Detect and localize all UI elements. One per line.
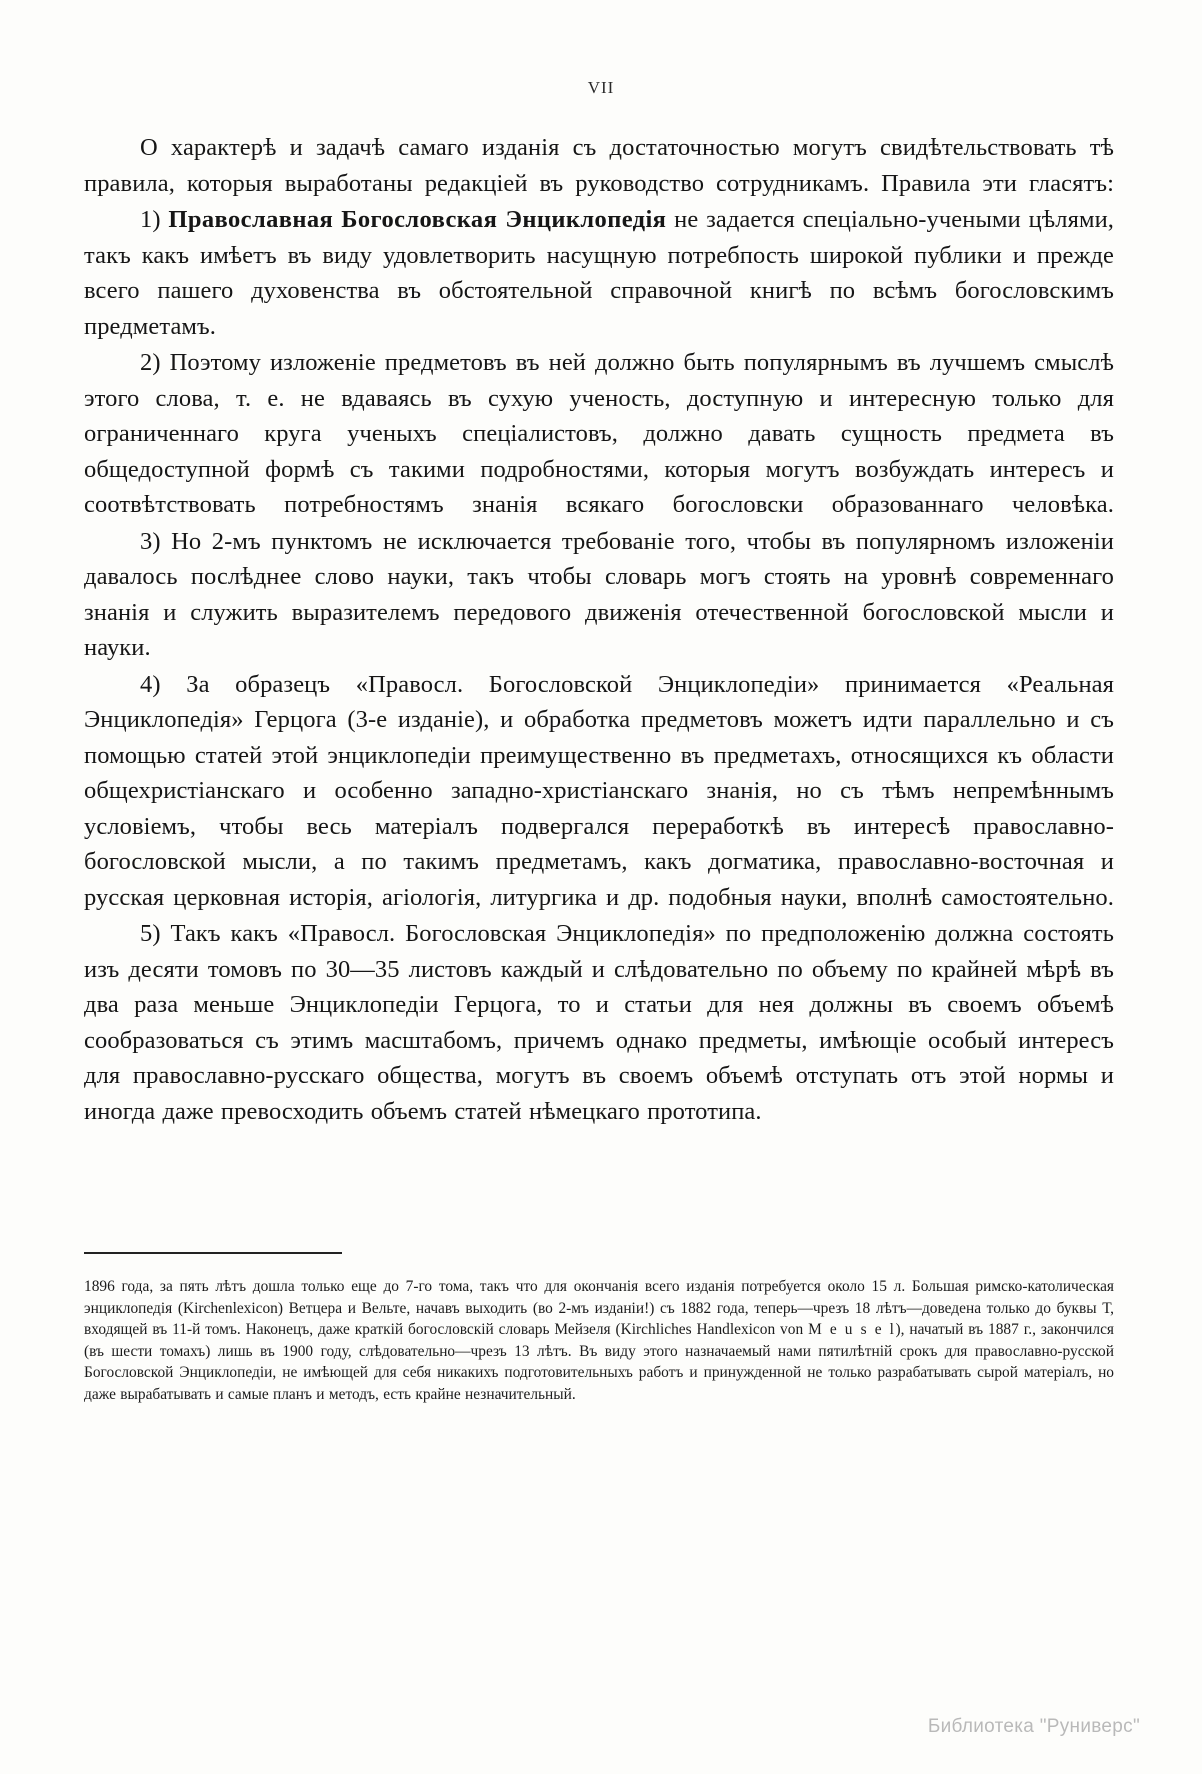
library-watermark: Библиотека "Руниверс" (927, 1716, 1140, 1737)
body-text (84, 130, 1114, 1130)
paragraph-rule-1 (84, 202, 1114, 344)
footnote-text (84, 1276, 1114, 1405)
footnote-author-name: M e u s e l (808, 1321, 896, 1338)
page-number: VII (587, 78, 615, 97)
footnote-part-2: ), начатый въ 1887 г., закончился (въ шести томахъ) лишь въ 1900 году, слѣдовательно—чрезъ 13 лѣтъ. Въ виду этого назначаемый нами пятилѣтній срокъ для православно-русской Богословской Энциклопедіи, не имѣющей для себя никакихъ подготовительныхъ работъ и принужденной не только разрабатывать сырой матеріалъ, но даже вырабатывать и самые планъ и методъ, есть крайне незначительный. (84, 1321, 1114, 1403)
paragraph-rule-4: 4) За образецъ «Правосл. Богословской Энциклопедіи» принимается «Реальная Энциклопедія» Герцога (3-е изданіе), и обработка предметовъ можетъ идти параллельно и съ помощью статей этой энциклопедіи преимущественно въ предметахъ, относящихся къ области общехристіанскаго и особенно западно-христіанскаго знанія, но съ тѣмъ непремѣннымъ условіемъ, чтобы весь матеріалъ подвергался переработкѣ въ интересѣ православно-богословской мысли, а по такимъ предметамъ, какъ догматика, православно-восточная и русская церковная исторія, агіологія, литургика и др. подобныя науки, вполнѣ самостоятельно. (84, 670, 1114, 911)
rule-1-body: не задается спеціально-учеными цѣлями, такъ какъ имѣетъ въ виду удовлетворить насущную потребпость широкой публики и прежде всего пашего духовенства въ обстоятельной справочной книгѣ по всѣмъ богословскимъ предметамъ. (84, 206, 1115, 340)
footnote-part-1: 1896 года, за пять лѣтъ дошла только еще до 7-го тома, такъ что для окончанія всего изданія потребуется около 15 л. Большая римско-католическая энциклопедія (Kirchenlexicon) Ветцера и Вельте, начавъ выходить (во 2-мъ изданіи!) съ 1882 года, теперь—чрезъ 18 лѣтъ—доведена только до буквы Т, входящей въ 11-й томъ. Наконецъ, даже краткій богословскій словарь Мейзеля (Kirchliches Handlexicon von (84, 1278, 1114, 1338)
paragraph-rule-5: 5) Такъ какъ «Правосл. Богословская Энциклопедія» по предположенію должна состоять изъ десяти томовъ по 30—35 листовъ каждый и слѣдовательно по объему по крайней мѣрѣ въ два раза меньше Энциклопедіи Герцога, то и статьи для нея должны въ своемъ объемѣ сообразоваться съ этимъ масштабомъ, причемъ однако предметы, имѣющіе особый интересъ для православно-русскаго общества, могутъ въ своемъ объемѣ отступать отъ этой нормы и иногда даже превосходить объемъ статей нѣмецкаго прототипа. (84, 920, 1114, 1125)
paragraph-rule-3: 3) Но 2-мъ пунктомъ не исключается требованіе того, чтобы въ популярномъ изложеніи давалось послѣднее слово науки, такъ чтобы словарь могъ стоять на уровнѣ современнаго знанія и служить выразителемъ передового движенія отечественной богословской мысли и науки. (84, 527, 1114, 661)
paragraph-intro: О характерѣ и задачѣ самаго изданія съ достаточностью могутъ свидѣтельствовать тѣ правила, которыя выработаны редакціей въ руководство сотрудникамъ. Правила эти гласятъ: (84, 134, 1114, 197)
encyclopedia-title: Православная Богословская Энциклопедія (168, 206, 667, 233)
paragraph-rule-2: 2) Поэтому изложеніе предметовъ въ ней должно быть популярнымъ въ лучшемъ смыслѣ этого слова, т. е. не вдаваясь въ сухую ученость, доступную и интересную только для ограниченнаго круга ученыхъ спеціалистовъ, должно давать сущность предмета въ общедоступной формѣ съ такими подробностями, которыя могутъ возбуждать интересъ и соотвѣтствовать потребностямъ знанія всякаго богословски образованнаго человѣка. (84, 349, 1114, 518)
footnote-divider (84, 1252, 342, 1254)
rule-1-number: 1) (140, 206, 169, 233)
